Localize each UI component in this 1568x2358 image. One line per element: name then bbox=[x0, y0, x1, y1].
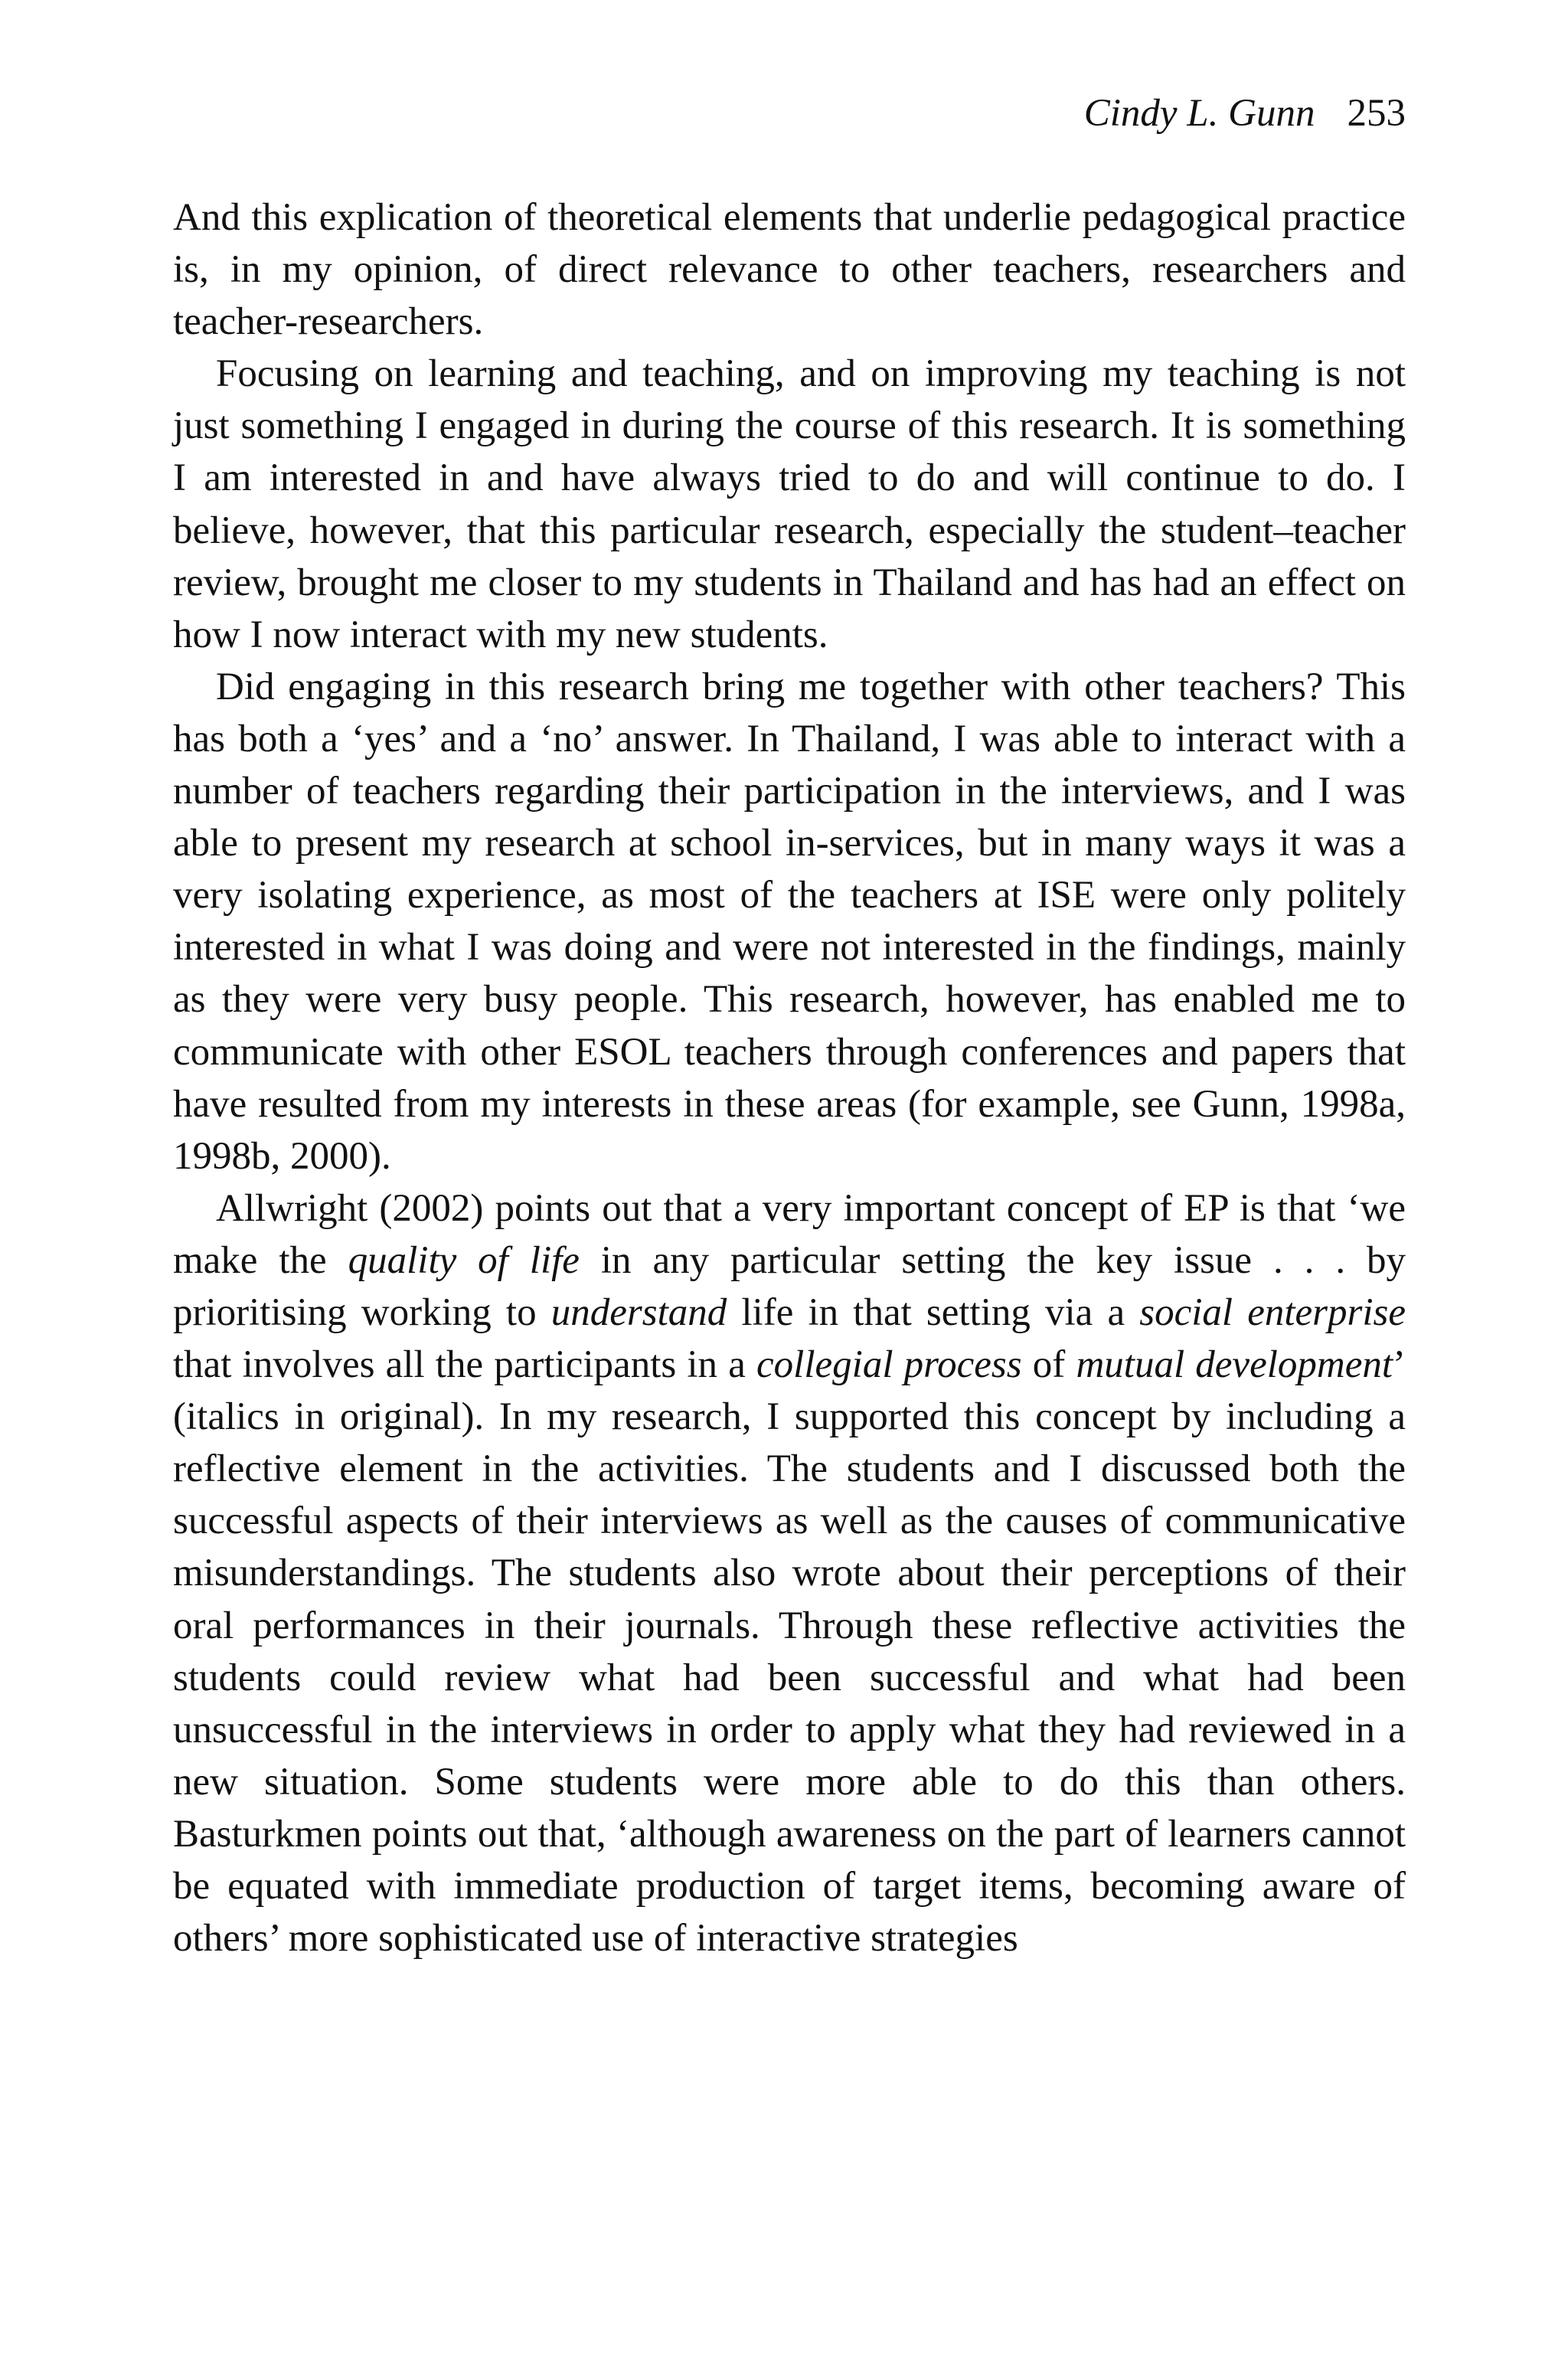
running-head: Cindy L. Gunn bbox=[1083, 92, 1315, 135]
italic-phrase: understand bbox=[550, 1290, 727, 1334]
page-number: 253 bbox=[1347, 92, 1406, 135]
paragraph: And this explication of theoretical elements that underlie pedagogical practice is, in my opinion, of direct relevance to other teachers, researchers and teacher-researchers. bbox=[173, 196, 1406, 344]
body-text bbox=[173, 191, 1406, 1964]
italic-phrase: collegial process bbox=[756, 1343, 1022, 1387]
italic-phrase: quality of life bbox=[348, 1238, 580, 1282]
italic-phrase: mutual development bbox=[1076, 1343, 1393, 1387]
paragraph: Focusing on learning and teaching, and on improving my teaching is not just something I engaged in during the course of this research. It is something I am interested in and have always tried to do and will continue to do. I believe, however, that this particular research, especially the student–teacher review, brought me closer to my students in Thailand and has had an effect on how I now interact with my new students. bbox=[173, 352, 1406, 656]
italic-phrase: social enterprise bbox=[1139, 1290, 1406, 1334]
paragraph: Did engaging in this research bring me together with other teachers? This has both a ‘yes’ and a ‘no’ answer. In Thailand, I was able to interact with a number of teachers regarding their participation in the interviews, and I was able to present my research at school in-services, but in many ways it was a very isolating experience, as most of the teachers at ISE were only politely interested in what I was doing and were not interested in the findings, mainly as they were very busy people. This research, however, has enabled me to communicate with other ESOL teachers through conferences and papers that have resulted from my interests in these areas (for example, see Gunn, 1998a, 1998b, 2000). bbox=[173, 665, 1406, 1178]
page-header bbox=[1084, 90, 1406, 136]
paragraph: Allwright (2002) points out that a very important concept of EP is that ‘we make the quality of life in any particular setting the key issue . . . by prioritising working to understand life in that setting via a social enterprise that involves all the participants in a collegial process of mutual development’ (italics in original). In my research, I supported this concept by including a reflective element in the activities. The students and I discussed both the successful aspects of their interviews as well as the causes of communicative misunderstandings. The students also wrote about their perceptions of their oral performances in their journals. Through these reflective activities the students could review what had been successful and what had been unsuccessful in the interviews in order to apply what they had reviewed in a new situation. Some students were more able to do this than others. Basturkmen points out that, ‘although awareness on the part of learners cannot be equated with immediate production of target items, becoming aware of others’ more sophisticated use of interactive strategies bbox=[173, 1186, 1406, 1961]
